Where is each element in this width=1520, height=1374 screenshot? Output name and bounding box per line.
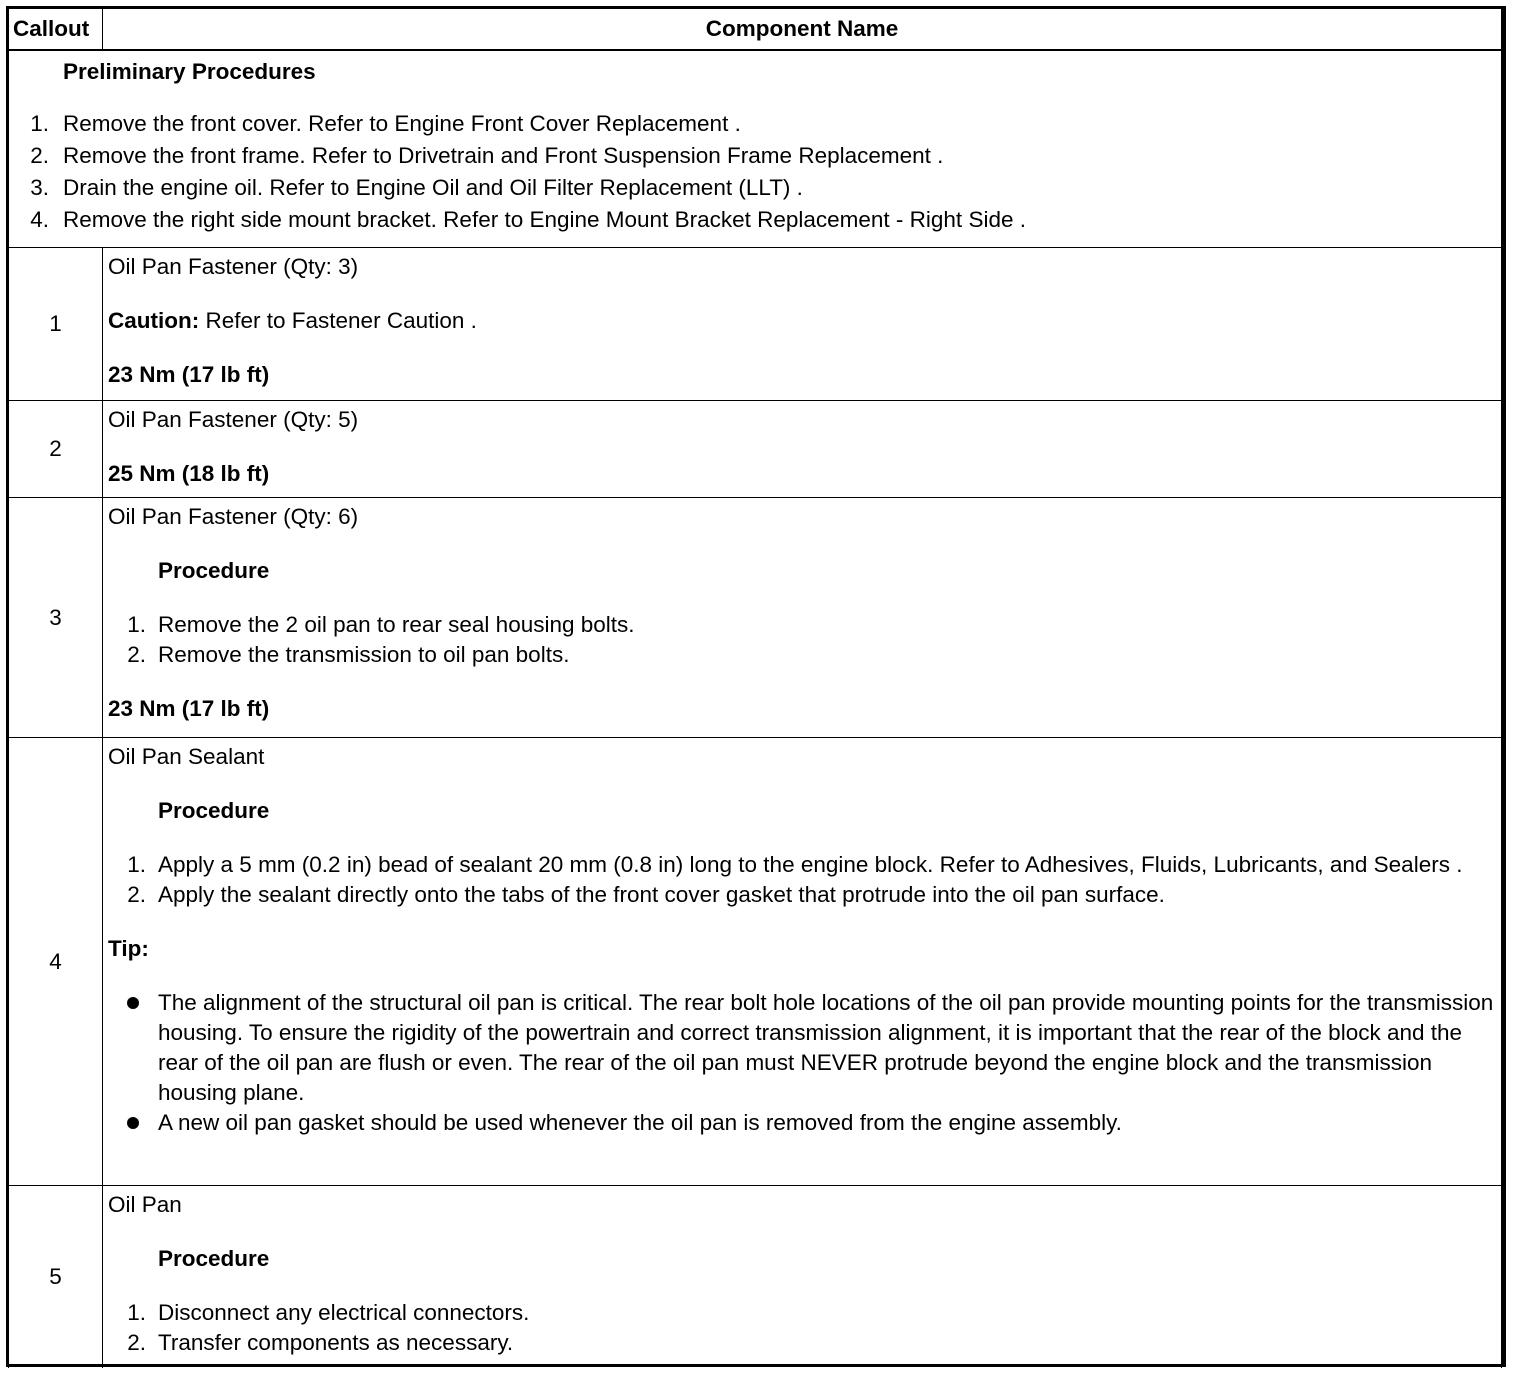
list-item: 1. Disconnect any electrical connectors. [127, 1300, 530, 1325]
list-item: The alignment of the structural oil pan is critical. The rear bolt hole locations of the oil pan provide mounting points for the transmission housing. To ensure the rigidity of the powertrain and correct transmission alignment, it is important that the rear of the block and the rear of the oil pan are flush or even. The rear of the oil pan must NEVER protrude beyond the engine block and the transmission housing plane. [108, 988, 1501, 1108]
table-row [9, 248, 1502, 401]
table-row [9, 401, 1502, 498]
procedure-steps [108, 610, 1501, 670]
procedure-heading: Procedure [158, 798, 270, 823]
list-item: 3. Drain the engine oil. Refer to Engine Oil and Oil Filter Replacement (LLT) . [30, 175, 803, 200]
procedure-heading: Procedure [158, 1246, 270, 1271]
procedure-steps [108, 850, 1501, 910]
component-name: Oil Pan Fastener (Qty: 5) [108, 407, 359, 432]
list-item: 1. Remove the front cover. Refer to Engine Front Cover Replacement . [30, 111, 741, 136]
caution-text: Refer to Fastener Caution . [199, 308, 477, 333]
caution-note [108, 306, 1501, 336]
bullet-icon [127, 997, 139, 1009]
callout-number: 1 [9, 248, 103, 401]
list-item: 2. Apply the sealant directly onto the tabs of the front cover gasket that protrude into the oil pan surface. [127, 882, 1165, 907]
bullet-icon [127, 1117, 139, 1129]
list-item: 4. Remove the right side mount bracket. Refer to Engine Mount Bracket Replacement - Right Side . [30, 207, 1026, 232]
torque-spec: 23 Nm (17 lb ft) [108, 696, 270, 721]
table-row [9, 1186, 1502, 1369]
callout-header: Callout [9, 9, 103, 51]
preliminary-row [9, 50, 1502, 248]
preliminary-title: Preliminary Procedures [63, 59, 316, 84]
component-name: Oil Pan Fastener (Qty: 6) [108, 504, 359, 529]
callout-number: 2 [9, 401, 103, 498]
component-name: Oil Pan Fastener (Qty: 3) [108, 254, 359, 279]
tip-list [108, 988, 1501, 1138]
callout-number: 3 [9, 498, 103, 738]
tip-label: Tip: [108, 936, 149, 961]
procedure-steps [108, 1298, 1501, 1358]
table-row [9, 498, 1502, 738]
list-item: 2. Remove the front frame. Refer to Drivetrain and Front Suspension Frame Replacement . [30, 143, 944, 168]
preliminary-steps [9, 109, 1501, 235]
torque-spec: 25 Nm (18 lb ft) [108, 461, 270, 486]
component-table [8, 8, 1502, 1368]
list-item: 2. Transfer components as necessary. [127, 1330, 514, 1355]
callout-number: 5 [9, 1186, 103, 1369]
caution-label: Caution: [108, 308, 200, 333]
list-item: 2. Remove the transmission to oil pan bolts. [127, 642, 570, 667]
component-name: Oil Pan [108, 1192, 182, 1217]
torque-spec: 23 Nm (17 lb ft) [108, 362, 270, 387]
list-item: A new oil pan gasket should be used whenever the oil pan is removed from the engine assembly. [108, 1108, 1501, 1138]
list-item: 1. Remove the 2 oil pan to rear seal housing bolts. [127, 612, 635, 637]
component-name-header: Component Name [103, 9, 1502, 51]
procedure-document [6, 6, 1506, 1367]
callout-number: 4 [9, 738, 103, 1186]
procedure-heading: Procedure [158, 558, 270, 583]
header-row [9, 9, 1502, 51]
list-item: 1. Apply a 5 mm (0.2 in) bead of sealant 20 mm (0.8 in) long to the engine block. Refer to Adhesives, Fluids, Lubricants, and Sealers . [127, 852, 1463, 877]
table-row [9, 738, 1502, 1186]
component-name: Oil Pan Sealant [108, 744, 265, 769]
preliminary-section [9, 51, 1501, 241]
